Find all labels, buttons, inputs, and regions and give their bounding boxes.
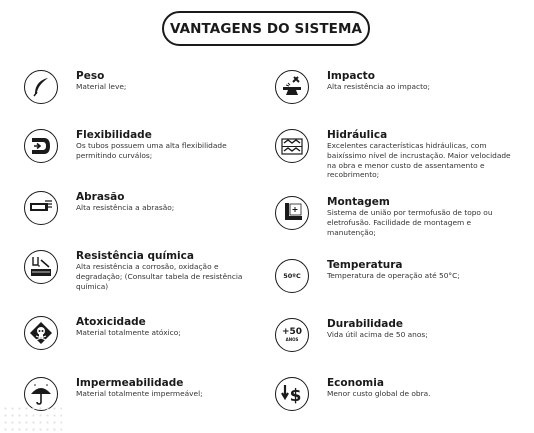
advantage-description: Alta resistência ao impacto; bbox=[327, 82, 431, 91]
abrasion-icon bbox=[24, 191, 58, 225]
section-title: VANTAGENS DO SISTEMA bbox=[162, 11, 370, 46]
feather-icon bbox=[24, 70, 58, 104]
plumbing-icon bbox=[275, 129, 309, 163]
advantage-description: Excelentes características hidráulicas, com baixíssimo nível de incrustação. Maior velocidade na obra e menor custo de assentamento e recobrimento; bbox=[327, 141, 511, 180]
advantage-description: Vida útil acima de 50 anos; bbox=[327, 330, 428, 339]
advantage-title: Flexibilidade bbox=[76, 129, 152, 141]
advantage-title: Atoxicidade bbox=[76, 316, 146, 328]
advantage-title: Hidráulica bbox=[327, 129, 388, 141]
advantage-description: Os tubos possuem uma alta flexibilidade permitindo curválos; bbox=[76, 141, 227, 160]
svg-text:$: $ bbox=[289, 386, 302, 406]
advantage-title: Resistência química bbox=[76, 250, 194, 262]
economy-icon bbox=[275, 377, 309, 411]
skull-warning-icon bbox=[24, 316, 58, 350]
temperature-icon-text: 50ºC bbox=[283, 272, 301, 280]
anvil-hammer-icon bbox=[275, 70, 309, 104]
assembly-corner-icon bbox=[275, 196, 309, 230]
durability-icon bbox=[275, 318, 309, 352]
decorative-dot-pattern bbox=[2, 405, 62, 431]
advantage-title: Durabilidade bbox=[327, 318, 404, 330]
advantage-title: Peso bbox=[76, 70, 105, 82]
durability-icon-unit: ANOS bbox=[285, 337, 299, 342]
advantage-title: Economia bbox=[327, 377, 384, 389]
advantage-description: Material leve; bbox=[76, 82, 127, 91]
advantage-description: Material totalmente impermeável; bbox=[76, 389, 203, 398]
advantage-description: Alta resistência a corrosão, oxidação e degradação; (Consultar tabela de resistência química) bbox=[76, 262, 243, 291]
advantage-title: Temperatura bbox=[327, 259, 403, 271]
advantage-title: Impermeabilidade bbox=[76, 377, 184, 389]
advantage-description: Temperatura de operação até 50°C; bbox=[327, 271, 460, 280]
temperature-icon bbox=[275, 259, 309, 293]
advantage-description: Alta resistência a abrasão; bbox=[76, 203, 175, 212]
advantage-description: Material totalmente atóxico; bbox=[76, 328, 181, 337]
durability-icon-number: +50 bbox=[281, 327, 303, 337]
advantage-title: Montagem bbox=[327, 196, 390, 208]
advantage-description: Sistema de união por termofusão de topo ou eletrofusão. Facilidade de montagem e manutenção; bbox=[327, 208, 493, 237]
chemical-icon bbox=[24, 250, 58, 284]
advantage-title: Impacto bbox=[327, 70, 375, 82]
advantage-description: Menor custo global de obra. bbox=[327, 389, 431, 398]
advantage-title: Abrasão bbox=[76, 191, 125, 203]
flexible-pipe-icon bbox=[24, 129, 58, 163]
